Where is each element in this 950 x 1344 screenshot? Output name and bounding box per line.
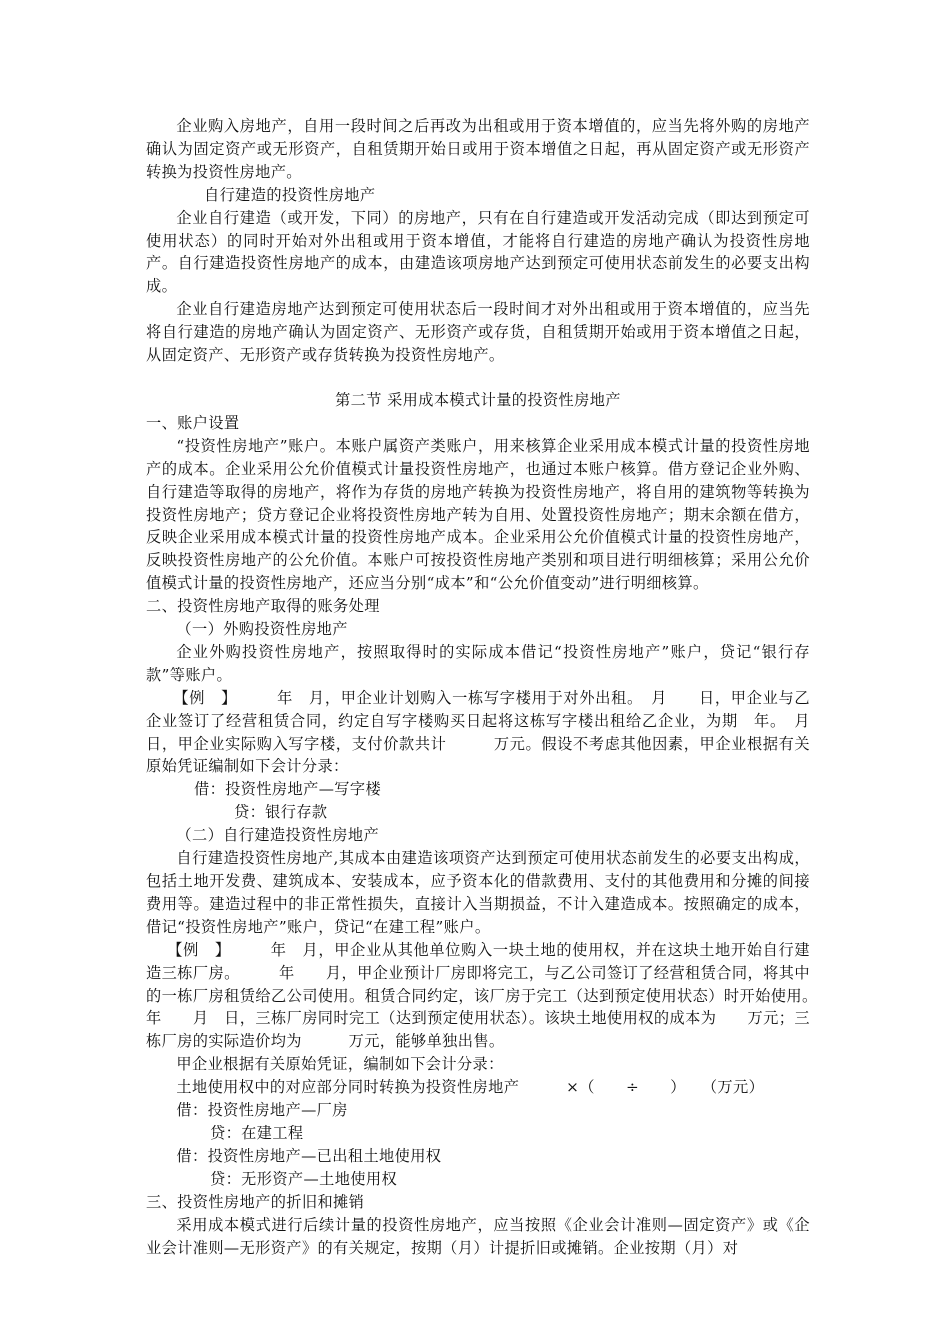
example-2-credit-entry-2: 贷：无形资产—土地使用权 <box>210 1169 398 1188</box>
heading-self-built: 自行建造的投资性房地产 <box>204 185 376 204</box>
paragraph-account-description: “投资性房地产”账户。本账户属资产类账户，用来核算企业采用成本模式计量的投资性房地产的成本。企业采用公允价值模式计量投资性房地产，也通过本账户核算。借方登记企业外购、自行建造等取得的房地产，将作为存货的房地产转换为投资性房地产，将自用的建筑物等转换为投资性房地产；贷方登记企业将投资性房地产转为自用、处置投资性房地产；期末余额在借方，反映企业采用成本模式计量的投资性房地产成本。企业采用公允价值模式计量的投资性房地产，反映投资性房地产的公允价值。本账户可按投资性房地产类别和项目进行明细核算；采用公允价值模式计量的投资性房地产，还应当分别“成本”和“公允价值变动”进行明细核算。 <box>146 436 810 593</box>
spacer <box>146 367 810 389</box>
example-2-intro: 甲企业根据有关原始凭证，编制如下会计分录： <box>176 1055 504 1074</box>
example-2-debit-entry-2: 借：投资性房地产—已出租土地使用权 <box>176 1146 442 1165</box>
paragraph-self-built-definition: 企业自行建造（或开发，下同）的房地产，只有在自行建造或开发活动完成（即达到预定可使用状态）的同时开始对外出租或用于资本增值，才能将自行建造的房地产确认为投资性房地产。自行建造投资性房地产的成本，由建造该项房地产达到预定可使用状态前发生的必要支出构成。 <box>146 208 810 296</box>
example-1 <box>146 687 826 779</box>
example-2 <box>146 939 842 1054</box>
heading-acquisition: 二、投资性房地产取得的账务处理 <box>146 597 380 616</box>
paragraph-external-purchase: 企业外购投资性房地产，按照取得时的实际成本借记“投资性房地产”账户，贷记“银行存款”等账户。 <box>146 642 810 684</box>
heading-account-setup: 一、账户设置 <box>146 413 240 432</box>
paragraph-depreciation: 采用成本模式进行后续计量的投资性房地产，应当按照《企业会计准则—固定资产》或《企业会计准则—无形资产》的有关规定，按期（月）计提折旧或摊销。企业按期（月）对 <box>146 1215 810 1257</box>
example-1-text: 年 月，甲企业计划购入一栋写字楼用于对外出租。 月 日，甲企业与乙企业签订了经营租赁合同，约定自写字楼购买日起将这栋写字楼出租给乙企业，为期 年。 月 日，甲企业实际购入写字楼，支付价款共计 万元。假设不考虑其他因素，甲企业根据有关原始凭证编制如下会计分录： <box>146 688 826 776</box>
section-title: 第二节 采用成本模式计量的投资性房地产 <box>335 390 621 409</box>
paragraph-self-build: 自行建造投资性房地产,其成本由建造该项资产达到预定可使用状态前发生的必要支出构成，包括土地开发费、建筑成本、安装成本，应予资本化的借款费用、支付的其他费用和分摊的间接费用等。建造过程中的非正常性损失，直接计入当期损益，不计入建造成本。按照确定的成本，借记“投资性房地产”账户，贷记“在建工程”账户。 <box>146 849 810 936</box>
document-page <box>146 115 842 1259</box>
paragraph-purchase-then-lease: 企业购入房地产，自用一段时间之后再改为出租或用于资本增值的，应当先将外购的房地产确认为固定资产或无形资产，自租赁期开始日或用于资本增值之日起，再从固定资产或无形资产转换为投资性房地产。 <box>146 117 810 181</box>
heading-depreciation: 三、投资性房地产的折旧和摊销 <box>146 1192 365 1211</box>
example-2-text: 年 月，甲企业从其他单位购入一块土地的使用权，并在这块土地开始自行建造三栋厂房。 年 月，甲企业预计厂房即将完工，与乙公司签订了经营租赁合同，将其中的一栋厂房租赁给乙公司使用。租赁合同约定，该厂房于完工（达到预定使用状态）时开始使用。 年 月 日，三栋厂房同时完工（达到预定使用状态）。该块土地使用权的成本为 万元；三栋厂房的实际造价均为 万元，能够单独出售。 <box>146 940 842 1051</box>
example-2-label: 【例 】 <box>167 940 224 959</box>
heading-self-build: （二）自行建造投资性房地产 <box>176 826 380 845</box>
example-1-label: 【例 】 <box>173 688 230 707</box>
example-1-credit-entry: 贷：银行存款 <box>234 803 328 822</box>
example-1-debit-entry: 借：投资性房地产—写字楼 <box>194 780 382 799</box>
example-2-calculation: 土地使用权中的对应部分同时转换为投资性房地产 ×（ ÷ ） （万元） <box>176 1078 765 1097</box>
example-2-credit-entry-1: 贷：在建工程 <box>210 1123 304 1142</box>
example-2-debit-entry-1: 借：投资性房地产—厂房 <box>176 1101 348 1120</box>
heading-external-purchase: （一）外购投资性房地产 <box>176 620 348 639</box>
paragraph-self-built-conversion: 企业自行建造房地产达到预定可使用状态后一段时间才对外出租或用于资本增值的，应当先将自行建造的房地产确认为固定资产、无形资产或存货，自租赁期开始或用于资本增值之日起，从固定资产、无形资产或存货转换为投资性房地产。 <box>146 300 810 365</box>
